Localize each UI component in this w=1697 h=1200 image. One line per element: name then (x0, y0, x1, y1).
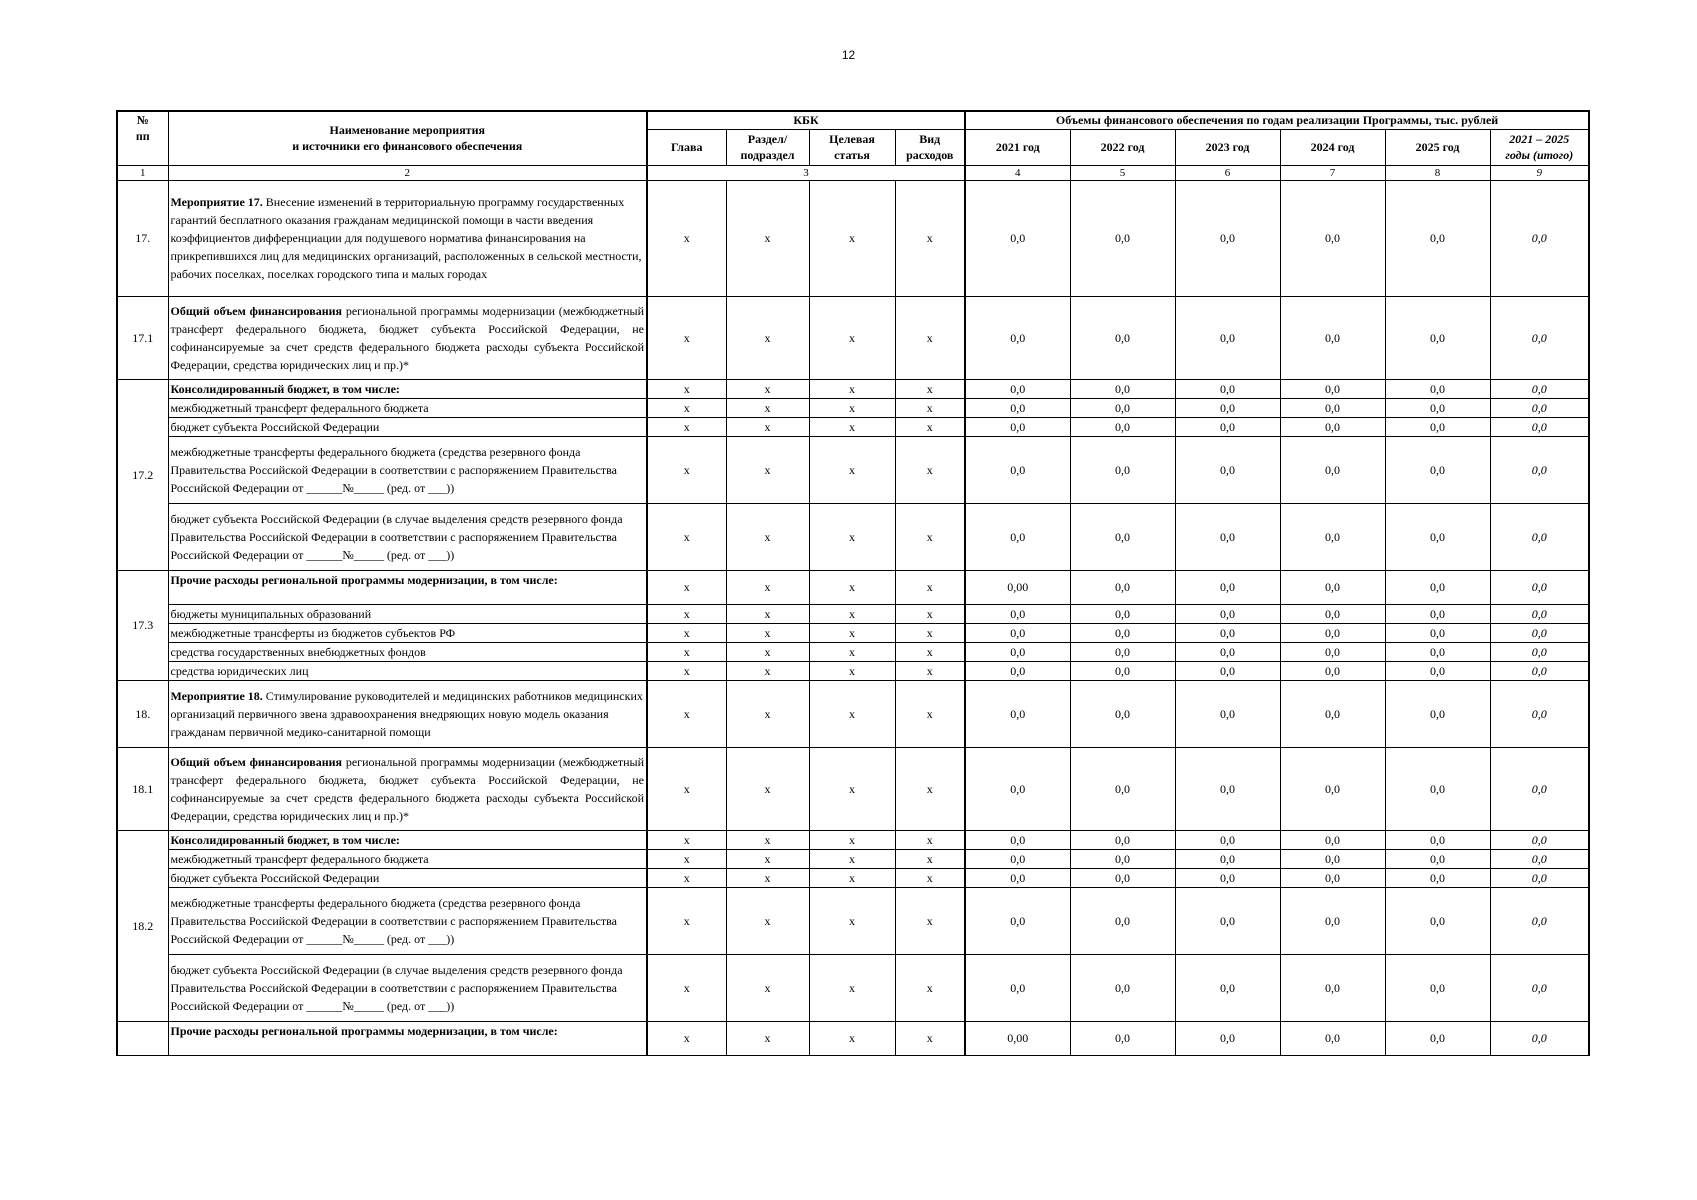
row-name-text: бюджет субъекта Российской Федерации (170, 419, 380, 434)
year-value-cell: 0,0 (965, 661, 1070, 680)
kbk-cell: x (895, 436, 965, 503)
year-value-cell: 0,0 (1175, 296, 1280, 379)
kbk-cell: x (647, 180, 726, 296)
table-row (117, 296, 1589, 379)
year-value-cell: 0,0 (1385, 747, 1490, 830)
year-value-cell: 0,0 (1280, 830, 1385, 849)
year-value-cell: 0,0 (1070, 379, 1175, 398)
table-row (117, 849, 1589, 868)
kbk-cell: x (726, 180, 809, 296)
year-value-cell: 0,0 (1175, 954, 1280, 1021)
header-2022: 2022 год (1070, 129, 1175, 165)
year-value-cell: 0,0 (1070, 623, 1175, 642)
kbk-cell: x (809, 868, 895, 887)
kbk-cell: x (726, 379, 809, 398)
total-value-cell: 0,0 (1490, 680, 1589, 747)
year-value-cell: 0,0 (965, 503, 1070, 570)
header-razdel: Раздел/ подраздел (726, 129, 809, 165)
row-name (168, 954, 647, 1021)
header-2021: 2021 год (965, 129, 1070, 165)
kbk-cell: x (647, 417, 726, 436)
kbk-cell: x (726, 1021, 809, 1055)
row-name-text: региональной программы модернизации (межбюджетный трансферт федерального бюджета, бюджет субъекта Российской Федерации, не софинансируемые за счет средств федерального бюджета расходы субъекта Российской Федерации, средства юридических лиц и пр.)* (170, 754, 645, 823)
row-number: 17.2 (117, 379, 168, 570)
kbk-cell: x (726, 954, 809, 1021)
total-value-cell: 0,0 (1490, 954, 1589, 1021)
kbk-cell: x (895, 379, 965, 398)
kbk-cell: x (895, 570, 965, 604)
table-row (117, 417, 1589, 436)
table-row (117, 379, 1589, 398)
row-name (168, 642, 647, 661)
col-number: 8 (1385, 165, 1490, 180)
year-value-cell: 0,0 (965, 623, 1070, 642)
row-name (168, 417, 647, 436)
year-value-cell: 0,0 (1385, 887, 1490, 954)
row-number: 18. (117, 680, 168, 747)
table-row (117, 398, 1589, 417)
kbk-cell: x (895, 747, 965, 830)
row-name (168, 436, 647, 503)
kbk-cell: x (809, 954, 895, 1021)
kbk-cell: x (809, 436, 895, 503)
year-value-cell: 0,0 (1070, 680, 1175, 747)
header-2025: 2025 год (1385, 129, 1490, 165)
year-value-cell: 0,0 (1385, 604, 1490, 623)
kbk-cell: x (809, 849, 895, 868)
year-value-cell: 0,0 (1385, 436, 1490, 503)
year-value-cell: 0,00 (965, 570, 1070, 604)
kbk-cell: x (809, 747, 895, 830)
row-name-bold: Мероприятие 18. (170, 688, 263, 703)
col-number: 4 (965, 165, 1070, 180)
table-row (117, 661, 1589, 680)
year-value-cell: 0,0 (1175, 1021, 1280, 1055)
year-value-cell: 0,0 (1175, 868, 1280, 887)
year-value-cell: 0,0 (1070, 398, 1175, 417)
kbk-cell: x (895, 1021, 965, 1055)
kbk-cell: x (726, 849, 809, 868)
year-value-cell: 0,0 (1070, 887, 1175, 954)
year-value-cell: 0,0 (1070, 868, 1175, 887)
year-value-cell: 0,0 (1280, 849, 1385, 868)
kbk-cell: x (895, 398, 965, 417)
year-value-cell: 0,0 (1280, 623, 1385, 642)
kbk-cell: x (726, 887, 809, 954)
kbk-cell: x (809, 661, 895, 680)
year-value-cell: 0,0 (1385, 830, 1490, 849)
col-number: 6 (1175, 165, 1280, 180)
kbk-cell: x (809, 417, 895, 436)
total-value-cell: 0,0 (1490, 1021, 1589, 1055)
col-number: 7 (1280, 165, 1385, 180)
row-name-text: бюджет субъекта Российской Федерации (в случае выделения средств резервного фонда Правительства Российской Федерации в соответствии с распоряжением Правительства Российской Федерации от ______№_____ (ред. от ___)) (170, 511, 623, 562)
table-row (117, 623, 1589, 642)
kbk-cell: x (647, 680, 726, 747)
table-row (117, 1021, 1589, 1055)
table-row (117, 503, 1589, 570)
kbk-cell: x (895, 417, 965, 436)
row-name-bold: Прочие расходы региональной программы модернизации, в том числе: (170, 572, 558, 587)
row-name-text: бюджет субъекта Российской Федерации (170, 870, 380, 885)
year-value-cell: 0,0 (965, 747, 1070, 830)
kbk-cell: x (726, 417, 809, 436)
year-value-cell: 0,0 (1280, 417, 1385, 436)
kbk-cell: x (647, 623, 726, 642)
year-value-cell: 0,0 (1385, 642, 1490, 661)
kbk-cell: x (726, 503, 809, 570)
year-value-cell: 0,0 (1280, 296, 1385, 379)
year-value-cell: 0,0 (1070, 503, 1175, 570)
row-name-bold: Общий объем финансирования (170, 303, 343, 318)
kbk-cell: x (647, 604, 726, 623)
year-value-cell: 0,0 (1070, 604, 1175, 623)
kbk-cell: x (647, 661, 726, 680)
row-name-text: Внесение изменений в территориальную программу государственных гарантий бесплатного оказания гражданам медицинской помощи в части введения коэффициентов дифференциации для подушевого норматива финансирования на прикрепившихся лиц для медицинских организаций, расположенных в сельской местности, рабочих поселках, поселках городского типа и малых городах (170, 195, 642, 281)
row-name (168, 296, 647, 379)
row-name (168, 747, 647, 830)
year-value-cell: 0,0 (1070, 661, 1175, 680)
row-name-text: средства юридических лиц (170, 663, 309, 678)
year-value-cell: 0,0 (1385, 379, 1490, 398)
year-value-cell: 0,0 (1175, 436, 1280, 503)
kbk-cell: x (647, 642, 726, 661)
kbk-cell: x (809, 623, 895, 642)
kbk-cell: x (895, 661, 965, 680)
year-value-cell: 0,0 (1280, 680, 1385, 747)
row-name (168, 830, 647, 849)
header-num: № пп (117, 111, 168, 165)
year-value-cell: 0,0 (1280, 604, 1385, 623)
row-name (168, 661, 647, 680)
total-value-cell: 0,0 (1490, 661, 1589, 680)
year-value-cell: 0,0 (965, 954, 1070, 1021)
year-value-cell: 0,0 (1070, 849, 1175, 868)
kbk-cell: x (726, 623, 809, 642)
kbk-cell: x (809, 604, 895, 623)
year-value-cell: 0,0 (1070, 296, 1175, 379)
year-value-cell: 0,0 (965, 830, 1070, 849)
header-2023: 2023 год (1175, 129, 1280, 165)
kbk-cell: x (726, 436, 809, 503)
kbk-cell: x (726, 747, 809, 830)
row-number: 17.3 (117, 570, 168, 680)
row-name (168, 887, 647, 954)
year-value-cell: 0,0 (1280, 503, 1385, 570)
year-value-cell: 0,0 (1070, 747, 1175, 830)
row-name (168, 868, 647, 887)
kbk-cell: x (647, 954, 726, 1021)
year-value-cell: 0,0 (1280, 570, 1385, 604)
row-name (168, 379, 647, 398)
year-value-cell: 0,0 (1175, 604, 1280, 623)
year-value-cell: 0,0 (1070, 642, 1175, 661)
col-number: 5 (1070, 165, 1175, 180)
year-value-cell: 0,0 (965, 887, 1070, 954)
page-number: 12 (841, 48, 856, 62)
year-value-cell: 0,0 (1280, 868, 1385, 887)
table-row (117, 747, 1589, 830)
total-value-cell: 0,0 (1490, 747, 1589, 830)
table-row (117, 570, 1589, 604)
year-value-cell: 0,0 (1385, 623, 1490, 642)
year-value-cell: 0,0 (965, 604, 1070, 623)
col-number: 3 (647, 165, 965, 180)
kbk-cell: x (726, 868, 809, 887)
total-value-cell: 0,0 (1490, 398, 1589, 417)
year-value-cell: 0,0 (1175, 680, 1280, 747)
year-value-cell: 0,0 (1280, 642, 1385, 661)
kbk-cell: x (895, 868, 965, 887)
year-value-cell: 0,0 (1070, 830, 1175, 849)
kbk-cell: x (647, 1021, 726, 1055)
table-row (117, 642, 1589, 661)
year-value-cell: 0,0 (965, 296, 1070, 379)
year-value-cell: 0,0 (1385, 849, 1490, 868)
table-row (117, 868, 1589, 887)
row-name (168, 1021, 647, 1055)
table-row (117, 954, 1589, 1021)
kbk-cell: x (809, 296, 895, 379)
kbk-cell: x (647, 503, 726, 570)
year-value-cell: 0,0 (1280, 1021, 1385, 1055)
year-value-cell: 0,0 (965, 180, 1070, 296)
table-row (117, 436, 1589, 503)
kbk-cell: x (726, 570, 809, 604)
row-name-text: Стимулирование руководителей и медицинских работников медицинских организаций первичного звена здравоохранения внедряющих новую модель оказания гражданам первичной медико-санитарной помощи (170, 688, 643, 739)
kbk-cell: x (647, 849, 726, 868)
kbk-cell: x (647, 398, 726, 417)
row-name-bold: Консолидированный бюджет, в том числе: (170, 381, 400, 396)
year-value-cell: 0,0 (1175, 417, 1280, 436)
year-value-cell: 0,0 (1070, 1021, 1175, 1055)
total-value-cell: 0,0 (1490, 887, 1589, 954)
row-name (168, 623, 647, 642)
kbk-cell: x (895, 604, 965, 623)
kbk-cell: x (647, 379, 726, 398)
year-value-cell: 0,0 (1385, 570, 1490, 604)
kbk-cell: x (726, 604, 809, 623)
year-value-cell: 0,0 (1175, 849, 1280, 868)
year-value-cell: 0,0 (1175, 830, 1280, 849)
year-value-cell: 0,0 (1280, 661, 1385, 680)
year-value-cell: 0,0 (1280, 398, 1385, 417)
row-name-text: межбюджетные трансферты из бюджетов субъектов РФ (170, 625, 456, 640)
kbk-cell: x (895, 887, 965, 954)
kbk-cell: x (809, 642, 895, 661)
header-vid: Вид расходов (895, 129, 965, 165)
total-value-cell: 0,0 (1490, 623, 1589, 642)
kbk-cell: x (895, 503, 965, 570)
row-name (168, 570, 647, 604)
year-value-cell: 0,0 (965, 398, 1070, 417)
table-row (117, 830, 1589, 849)
year-value-cell: 0,0 (965, 680, 1070, 747)
header-name: Наименование мероприятия и источники его финансового обеспечения (168, 111, 647, 165)
total-value-cell: 0,0 (1490, 436, 1589, 503)
row-name-bold: Мероприятие 17. (170, 195, 263, 209)
table-row (117, 604, 1589, 623)
row-name (168, 398, 647, 417)
row-number: 18.2 (117, 830, 168, 1021)
kbk-cell: x (726, 296, 809, 379)
total-value-cell: 0,0 (1490, 417, 1589, 436)
row-name-text: бюджеты муниципальных образований (170, 606, 372, 621)
year-value-cell: 0,0 (1280, 954, 1385, 1021)
year-value-cell: 0,0 (1070, 436, 1175, 503)
total-value-cell: 0,0 (1490, 868, 1589, 887)
year-value-cell: 0,0 (1175, 180, 1280, 296)
row-name-text: межбюджетные трансферты федерального бюджета (средства резервного фонда Правительства Российской Федерации в соответствии с распоряжением Правительства Российской Федерации от ______№_____ (ред. от ___)) (170, 444, 617, 495)
kbk-cell: x (647, 747, 726, 830)
year-value-cell: 0,0 (1070, 570, 1175, 604)
total-value-cell: 0,0 (1490, 604, 1589, 623)
kbk-cell: x (647, 436, 726, 503)
year-value-cell: 0,0 (1385, 868, 1490, 887)
year-value-cell: 0,0 (965, 642, 1070, 661)
kbk-cell: x (809, 398, 895, 417)
table-row (117, 180, 1589, 296)
kbk-cell: x (809, 1021, 895, 1055)
table-header (117, 111, 1589, 180)
year-value-cell: 0,0 (965, 849, 1070, 868)
total-value-cell: 0,0 (1490, 570, 1589, 604)
year-value-cell: 0,0 (1385, 503, 1490, 570)
row-name (168, 180, 647, 296)
row-name (168, 604, 647, 623)
header-volumes: Объемы финансового обеспечения по годам реализации Программы, тыс. рублей (965, 111, 1589, 129)
row-name-bold: Консолидированный бюджет, в том числе: (170, 832, 400, 847)
kbk-cell: x (895, 830, 965, 849)
header-total: 2021 – 2025 годы (итого) (1490, 129, 1589, 165)
kbk-cell: x (726, 680, 809, 747)
col-number: 9 (1490, 165, 1589, 180)
year-value-cell: 0,00 (965, 1021, 1070, 1055)
row-name-text: средства государственных внебюджетных фондов (170, 644, 426, 659)
year-value-cell: 0,0 (1070, 954, 1175, 1021)
kbk-cell: x (895, 849, 965, 868)
header-2024: 2024 год (1280, 129, 1385, 165)
kbk-cell: x (895, 680, 965, 747)
kbk-cell: x (895, 954, 965, 1021)
year-value-cell: 0,0 (1070, 417, 1175, 436)
year-value-cell: 0,0 (1280, 747, 1385, 830)
kbk-cell: x (726, 661, 809, 680)
kbk-cell: x (647, 887, 726, 954)
year-value-cell: 0,0 (1385, 398, 1490, 417)
row-name-text: бюджет субъекта Российской Федерации (в случае выделения средств резервного фонда Правительства Российской Федерации в соответствии с распоряжением Правительства Российской Федерации от ______№_____ (ред. от ___)) (170, 962, 623, 1013)
row-number (117, 1021, 168, 1055)
kbk-cell: x (809, 379, 895, 398)
kbk-cell: x (809, 830, 895, 849)
table-body (117, 180, 1589, 1055)
row-name (168, 503, 647, 570)
year-value-cell: 0,0 (1385, 954, 1490, 1021)
row-name-bold: Прочие расходы региональной программы модернизации, в том числе: (170, 1023, 558, 1038)
year-value-cell: 0,0 (1175, 661, 1280, 680)
col-number: 1 (117, 165, 168, 180)
year-value-cell: 0,0 (1385, 1021, 1490, 1055)
row-name-text: межбюджетные трансферты федерального бюджета (средства резервного фонда Правительства Российской Федерации в соответствии с распоряжением Правительства Российской Федерации от ______№_____ (ред. от ___)) (170, 895, 617, 946)
total-value-cell: 0,0 (1490, 830, 1589, 849)
row-name-text: региональной программы модернизации (межбюджетный трансферт федерального бюджета, бюджет субъекта Российской Федерации, не софинансируемые за счет средств федерального бюджета расходы субъекта Российской Федерации, средства юридических лиц и пр.)* (170, 303, 645, 372)
year-value-cell: 0,0 (1385, 661, 1490, 680)
kbk-cell: x (726, 830, 809, 849)
header-glava: Глава (647, 129, 726, 165)
year-value-cell: 0,0 (1280, 180, 1385, 296)
year-value-cell: 0,0 (1175, 503, 1280, 570)
year-value-cell: 0,0 (1280, 887, 1385, 954)
row-number: 17. (117, 180, 168, 296)
year-value-cell: 0,0 (1280, 379, 1385, 398)
kbk-cell: x (895, 296, 965, 379)
table-row (117, 887, 1589, 954)
kbk-cell: x (647, 570, 726, 604)
total-value-cell: 0,0 (1490, 849, 1589, 868)
kbk-cell: x (647, 868, 726, 887)
kbk-cell: x (647, 296, 726, 379)
kbk-cell: x (809, 680, 895, 747)
row-name-text: межбюджетный трансферт федерального бюджета (170, 851, 429, 866)
kbk-cell: x (809, 570, 895, 604)
year-value-cell: 0,0 (1070, 180, 1175, 296)
total-value-cell: 0,0 (1490, 379, 1589, 398)
kbk-cell: x (809, 180, 895, 296)
table-row (117, 680, 1589, 747)
year-value-cell: 0,0 (1385, 680, 1490, 747)
row-number: 18.1 (117, 747, 168, 830)
year-value-cell: 0,0 (1385, 296, 1490, 379)
kbk-cell: x (895, 180, 965, 296)
row-name (168, 680, 647, 747)
year-value-cell: 0,0 (1175, 642, 1280, 661)
year-value-cell: 0,0 (965, 436, 1070, 503)
year-value-cell: 0,0 (1385, 180, 1490, 296)
header-kbk: КБК (647, 111, 965, 129)
total-value-cell: 0,0 (1490, 296, 1589, 379)
year-value-cell: 0,0 (1175, 570, 1280, 604)
kbk-cell: x (895, 623, 965, 642)
total-value-cell: 0,0 (1490, 180, 1589, 296)
financing-table (116, 110, 1590, 1056)
row-name-bold: Общий объем финансирования (170, 754, 343, 769)
year-value-cell: 0,0 (1280, 436, 1385, 503)
year-value-cell: 0,0 (1175, 887, 1280, 954)
kbk-cell: x (809, 503, 895, 570)
kbk-cell: x (809, 887, 895, 954)
total-value-cell: 0,0 (1490, 642, 1589, 661)
year-value-cell: 0,0 (1175, 747, 1280, 830)
year-value-cell: 0,0 (1385, 417, 1490, 436)
kbk-cell: x (895, 642, 965, 661)
kbk-cell: x (726, 642, 809, 661)
row-number: 17.1 (117, 296, 168, 379)
year-value-cell: 0,0 (1175, 398, 1280, 417)
kbk-cell: x (647, 830, 726, 849)
year-value-cell: 0,0 (965, 379, 1070, 398)
year-value-cell: 0,0 (965, 868, 1070, 887)
kbk-cell: x (726, 398, 809, 417)
row-name-text: межбюджетный трансферт федерального бюджета (170, 400, 429, 415)
col-number: 2 (168, 165, 647, 180)
header-celevaya: Целевая статья (809, 129, 895, 165)
total-value-cell: 0,0 (1490, 503, 1589, 570)
row-name (168, 849, 647, 868)
year-value-cell: 0,0 (1175, 623, 1280, 642)
year-value-cell: 0,0 (965, 417, 1070, 436)
year-value-cell: 0,0 (1175, 379, 1280, 398)
